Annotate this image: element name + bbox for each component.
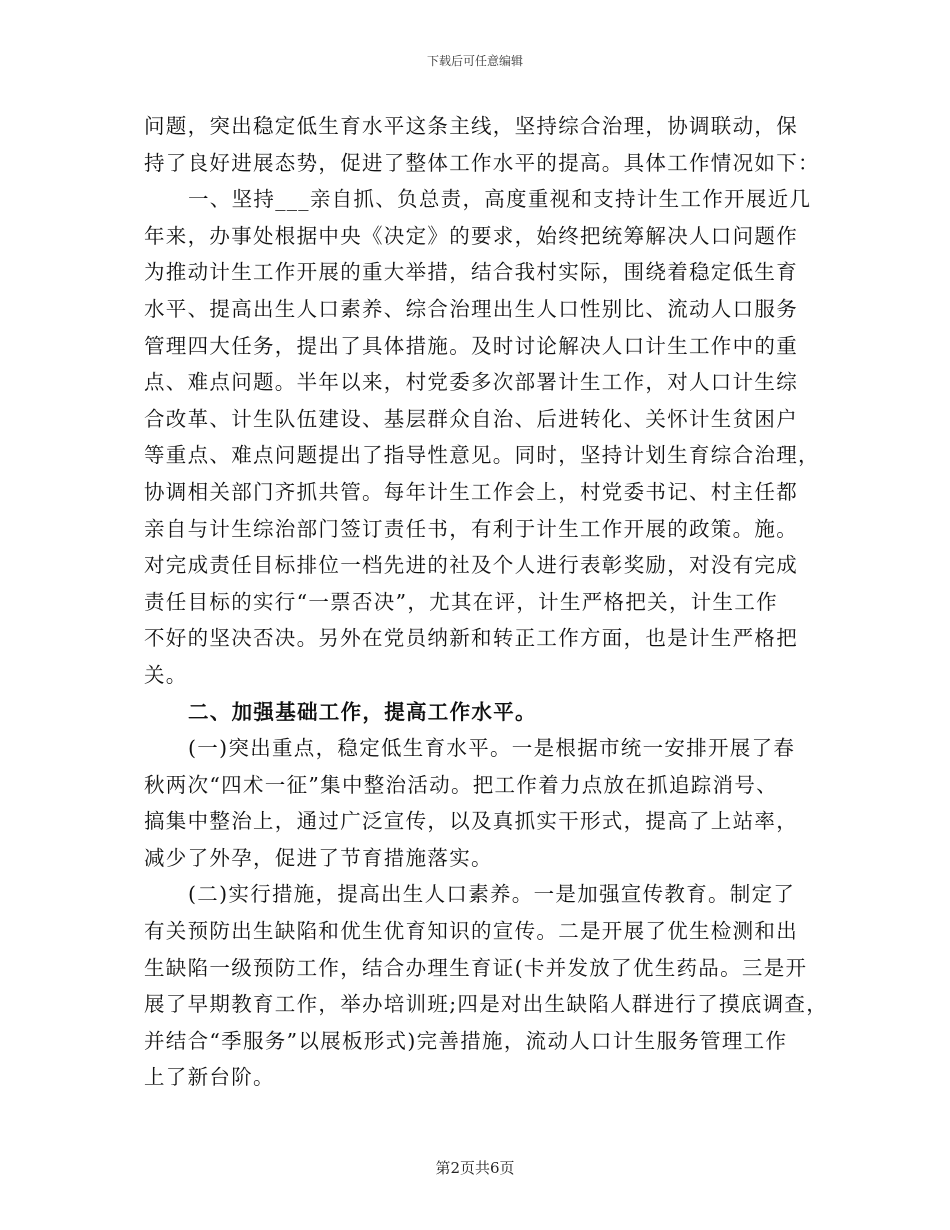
paragraph-line: 管理四大任务，提出了具体措施。及时讨论解决人口计生工作中的重	[144, 333, 798, 358]
paragraph-line: 不好的坚决否决。另外在党员纳新和转正工作方面，也是计生严格把	[144, 626, 798, 651]
paragraph-line: 水平、提高出生人口素养、综合治理出生人口性别比、流动人口服务	[144, 296, 798, 321]
paragraph-line: 合改革、计生队伍建设、基层群众自治、后进转化、关怀计生贫困户	[144, 406, 798, 431]
paragraph-line: 上了新台阶。	[144, 1065, 275, 1090]
page-header: 下载后可任意编辑	[426, 54, 523, 68]
paragraph-line: 协调相关部门齐抓共管。每年计生工作会上，村党委书记、村主任都	[144, 479, 798, 504]
paragraph-line: 点、难点问题。半年以来，村党委多次部署计生工作，对人口计生综	[144, 370, 798, 395]
paragraph-line: 对完成责任目标排位一档先进的社及个人进行表彰奖励，对没有完成	[144, 553, 798, 578]
paragraph-line: 秋两次“四术一征”集中整治活动。把工作着力点放在抓追踪消号、	[144, 772, 778, 797]
paragraph-line: 年来，办事处根据中央《决定》的要求，始终把统筹解决人口问题作	[144, 223, 798, 248]
section-heading: 二、加强基础工作，提高工作水平。	[188, 699, 537, 724]
paragraph-line: 等重点、难点问题提出了指导性意见。同时，坚持计划生育综合治理，	[144, 443, 820, 468]
document-body	[144, 108, 829, 1096]
paragraph-line: 有关预防出生缺陷和优生优育知识的宣传。二是开展了优生检测和出	[144, 919, 798, 944]
paragraph-line: 持了良好进展态势，促进了整体工作水平的提高。具体工作情况如下：	[144, 150, 820, 175]
paragraph-line: (一)突出重点，稳定低生育水平。一是根据市统一安排开展了春	[188, 736, 796, 761]
page-number: 第2页共6页	[435, 1159, 515, 1177]
paragraph-line: 关。	[144, 662, 188, 687]
paragraph-line: 问题，突出稳定低生育水平这条主线，坚持综合治理，协调联动，保	[144, 114, 798, 138]
paragraph-line: 为推动计生工作开展的重大举措，结合我村实际，围绕着稳定低生育	[144, 260, 798, 285]
paragraph-line: (二)实行措施，提高出生人口素养。一是加强宣传教育。制定了	[188, 882, 796, 907]
paragraph-line: 亲自与计生综治部门签订责任书，有利于计生工作开展的政策。施。	[144, 516, 798, 541]
paragraph-line: 一、坚持___亲自抓、负总责，高度重视和支持计生工作开展近几	[188, 187, 812, 212]
paragraph-line: 并结合“季服务”以展板形式)完善措施，流动人口计生服务管理工作	[144, 1028, 788, 1053]
paragraph-line: 责任目标的实行“一票否决”，尤其在评，计生严格把关，计生工作	[144, 589, 778, 614]
paragraph-line: 减少了外孕，促进了节育措施落实。	[144, 845, 493, 870]
paragraph-line: 展了早期教育工作，举办培训班;四是对出生缺陷人群进行了摸底调查，	[144, 992, 829, 1017]
paragraph-line: 搞集中整治上，通过广泛宣传，以及真抓实干形式，提高了上站率，	[144, 809, 798, 834]
paragraph-line: 生缺陷一级预防工作，结合办理生育证(卡并发放了优生药品。三是开	[144, 955, 808, 980]
